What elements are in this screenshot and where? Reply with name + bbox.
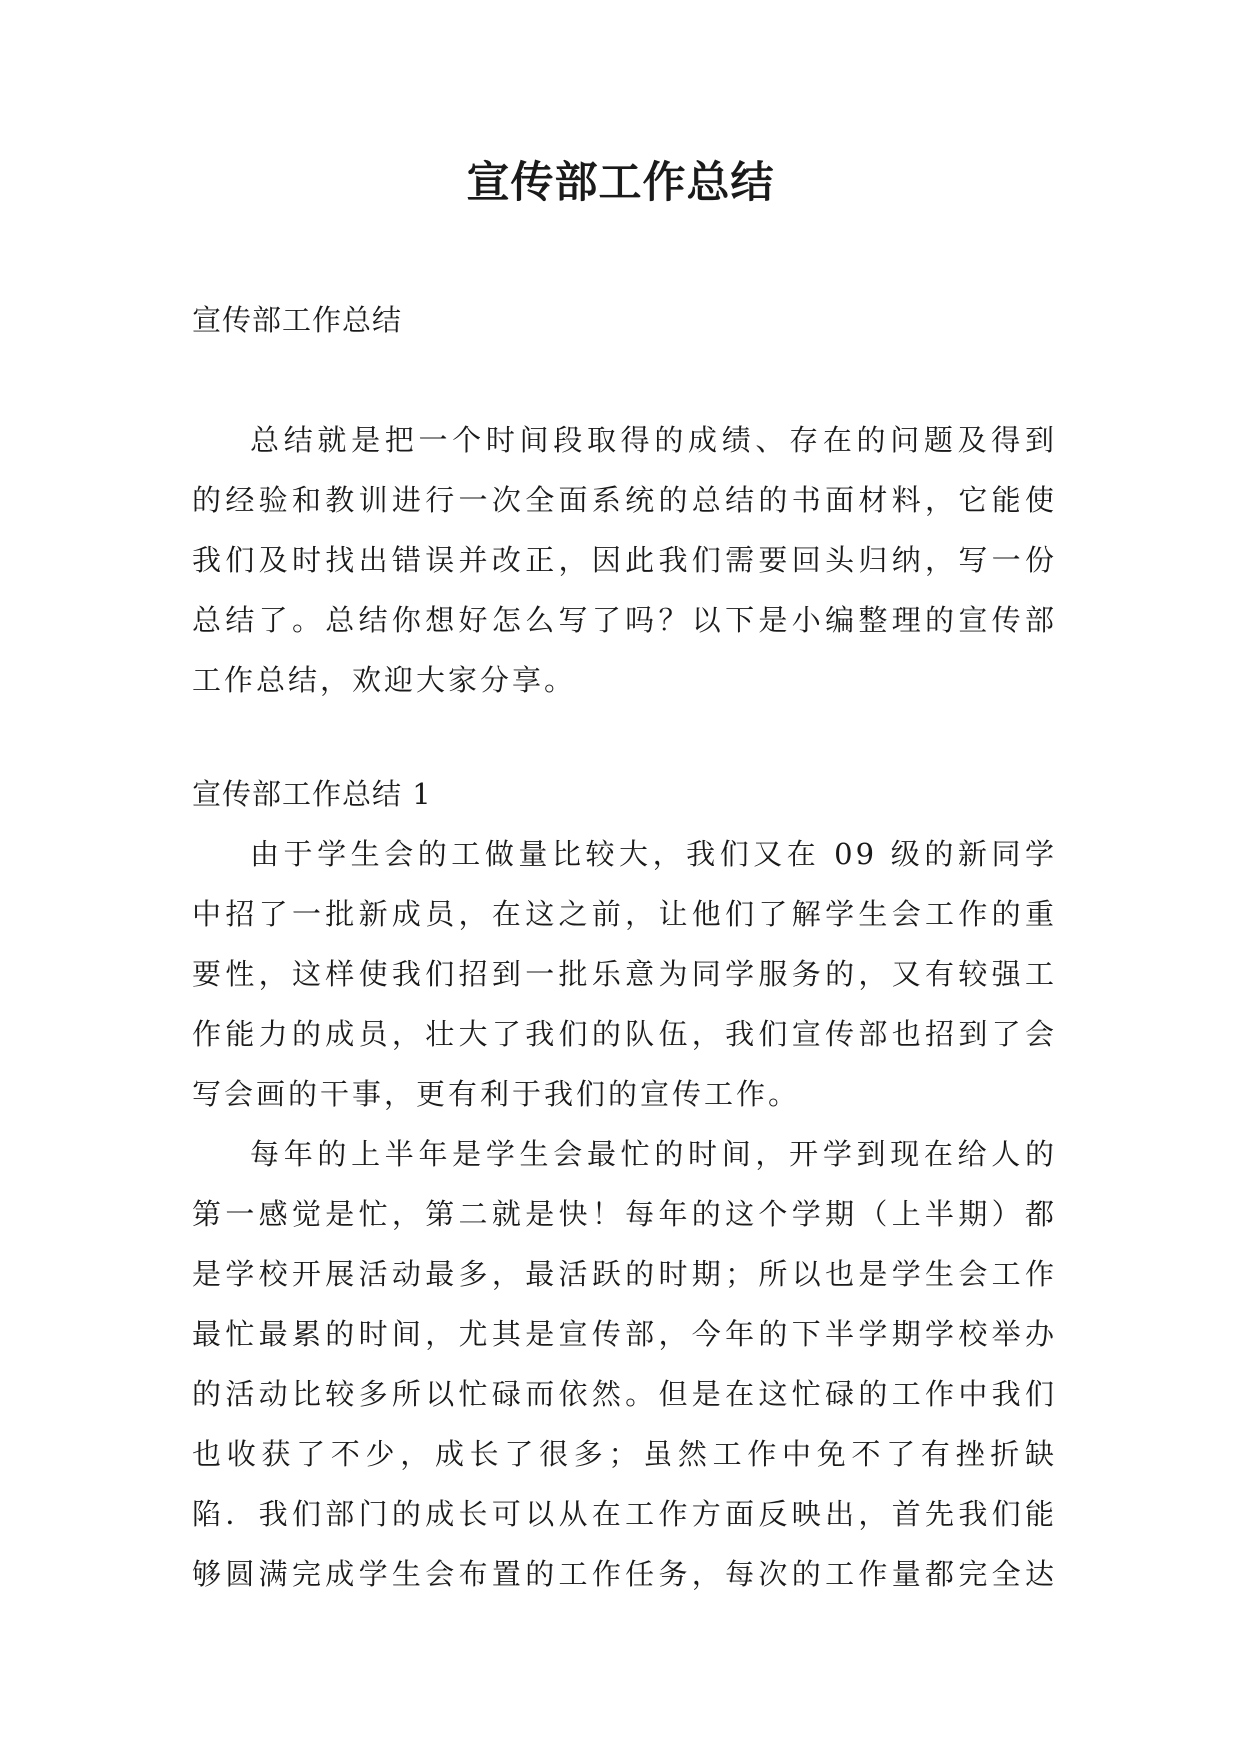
paragraph-line: 总结了。总结你想好怎么写了吗？以下是小编整理的宣传部: [192, 603, 1057, 637]
section1-paragraph-1: [192, 824, 1057, 1124]
paragraph-line: 够圆满完成学生会布置的工作任务，每次的工作量都完全达: [192, 1557, 1057, 1591]
intro-paragraph: [192, 410, 1057, 710]
spacer: [192, 710, 1057, 764]
paragraph-line: 的经验和教训进行一次全面系统的总结的书面材料，它能使: [192, 483, 1057, 517]
paragraph-line: 写会画的干事，更有利于我们的宣传工作。: [192, 1077, 801, 1111]
paragraph-line: 是学校开展活动最多，最活跃的时期；所以也是学生会工作: [192, 1257, 1057, 1291]
paragraph-line: 最忙最累的时间，尤其是宣传部，今年的下半学期学校举办: [192, 1317, 1057, 1351]
document-title: 宣传部工作总结: [466, 158, 775, 208]
document-body: [192, 290, 1057, 1604]
paragraph-line: 也收获了不少，成长了很多；虽然工作中免不了有挫折缺: [192, 1437, 1057, 1471]
paragraph-line: 陷．我们部门的成长可以从在工作方面反映出，首先我们能: [192, 1497, 1057, 1531]
paragraph-line: 第一感觉是忙，第二就是快！每年的这个学期（上半期）都: [192, 1197, 1057, 1231]
paragraph-line: 作能力的成员，壮大了我们的队伍，我们宣传部也招到了会: [192, 1017, 1057, 1051]
paragraph-line: 中招了一批新成员，在这之前，让他们了解学生会工作的重: [192, 897, 1057, 931]
paragraph-line: 要性，这样使我们招到一批乐意为同学服务的，又有较强工: [192, 957, 1057, 991]
section1-paragraph-2: [192, 1124, 1057, 1604]
subtitle: 宣传部工作总结: [192, 303, 403, 337]
paragraph-line: 总结就是把一个时间段取得的成绩、存在的问题及得到: [250, 423, 1057, 457]
paragraph-line: 由于学生会的工做量比较大，我们又在 09 级的新同学: [250, 837, 1057, 871]
paragraph-line: 我们及时找出错误并改正，因此我们需要回头归纳，写一份: [192, 543, 1057, 577]
spacer: [192, 350, 1057, 410]
paragraph-line: 每年的上半年是学生会最忙的时间，开学到现在给人的: [250, 1137, 1057, 1171]
paragraph-line: 的活动比较多所以忙碌而依然。但是在这忙碌的工作中我们: [192, 1377, 1057, 1411]
paragraph-line: 工作总结，欢迎大家分享。: [192, 663, 577, 697]
section-heading: 宣传部工作总结 1: [192, 777, 432, 811]
